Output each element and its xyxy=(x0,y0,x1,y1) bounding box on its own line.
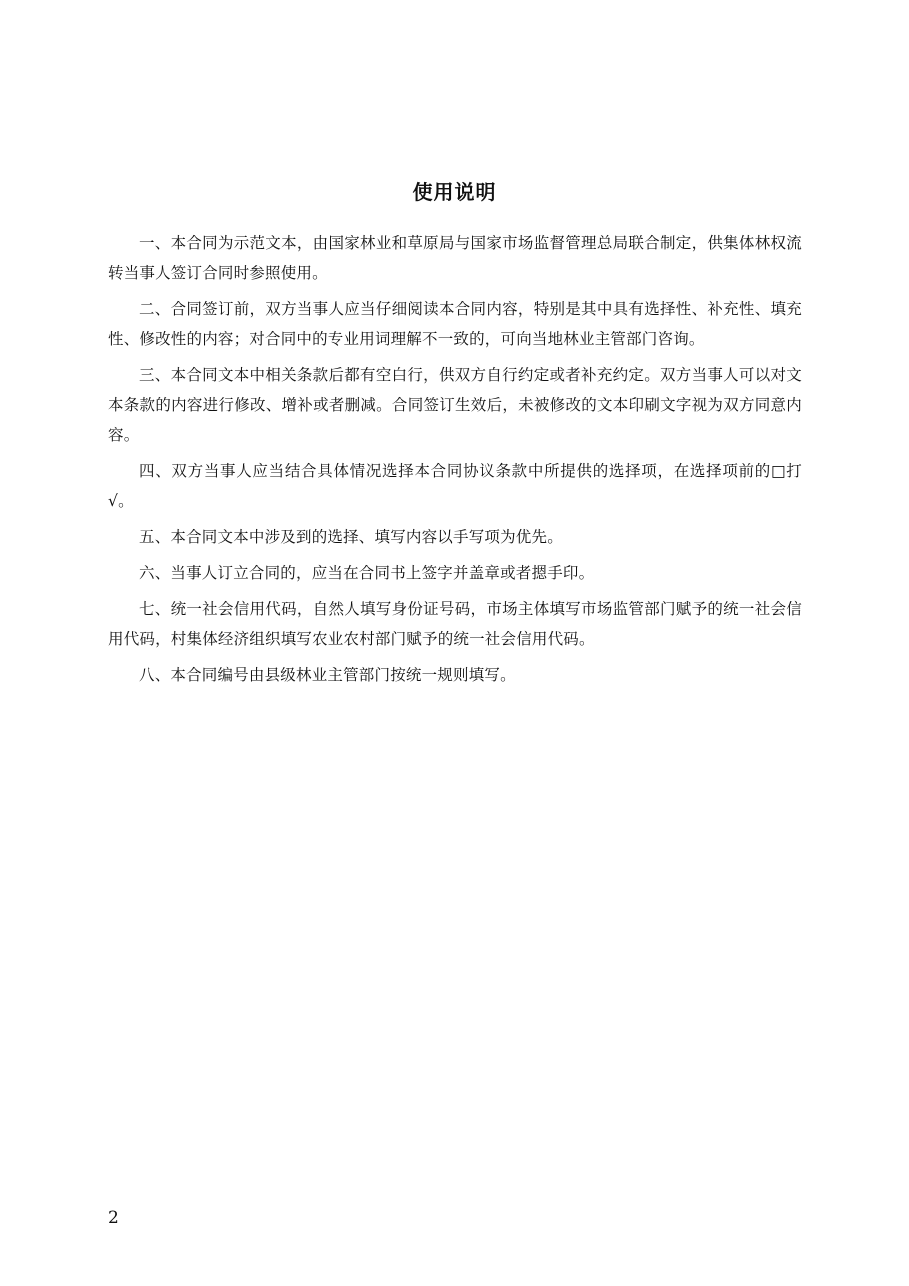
instruction-paragraph-1: 一、本合同为示范文本，由国家林业和草原局与国家市场监督管理总局联合制定，供集体林权流转当事人签订合同时参照使用。 xyxy=(108,234,802,282)
instructions-body xyxy=(108,228,802,696)
instruction-paragraph-5: 五、本合同文本中涉及到的选择、填写内容以手写项为优先。 xyxy=(139,528,563,546)
page-title: 使用说明 xyxy=(412,180,497,204)
instruction-paragraph-7: 七、统一社会信用代码，自然人填写身份证号码，市场主体填写市场监管部门赋予的统一社会信用代码，村集体经济组织填写农业农村部门赋予的统一社会信用代码。 xyxy=(108,600,802,648)
instruction-paragraph-8: 八、本合同编号由县级林业主管部门按统一规则填写。 xyxy=(139,666,516,684)
instruction-paragraph-3: 三、本合同文本中相关条款后都有空白行，供双方自行约定或者补充约定。双方当事人可以对文本条款的内容进行修改、增补或者删减。合同签订生效后，未被修改的文本印刷文字视为双方同意内容。 xyxy=(108,366,802,444)
instruction-paragraph-4: 四、双方当事人应当结合具体情况选择本合同协议条款中所提供的选择项，在选择项前的□打√。 xyxy=(108,462,802,510)
page-number: 2 xyxy=(108,1208,119,1228)
instruction-paragraph-2: 二、合同签订前，双方当事人应当仔细阅读本合同内容，特别是其中具有选择性、补充性、填充性、修改性的内容；对合同中的专业用词理解不一致的，可向当地林业主管部门咨询。 xyxy=(108,300,802,348)
instruction-paragraph-6: 六、当事人订立合同的，应当在合同书上签字并盖章或者摁手印。 xyxy=(139,564,595,582)
